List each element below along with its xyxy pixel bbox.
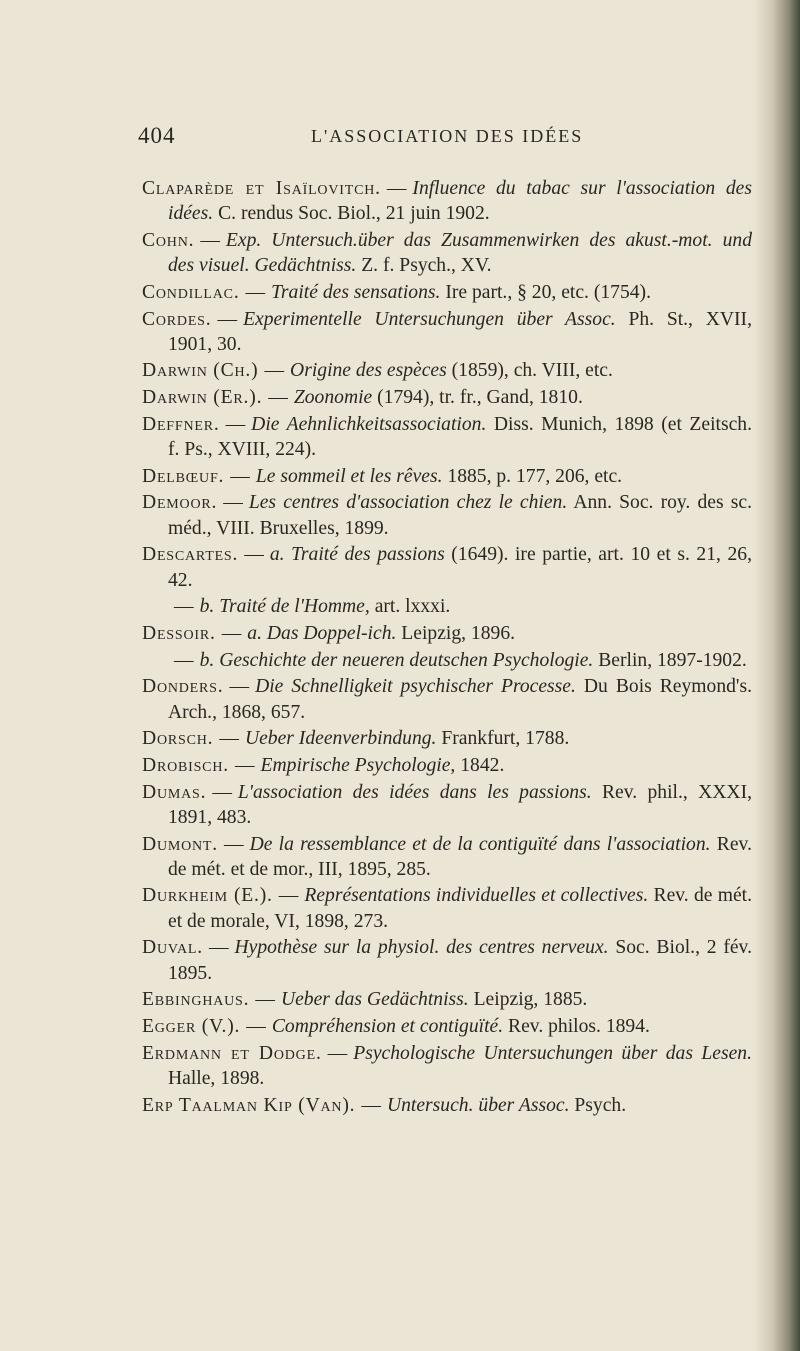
entry-dash: — [217, 308, 238, 330]
entry-title: Représentations individuelles et collectives. [304, 885, 649, 907]
entry-title: Experimentelle Untersuchungen über Assoc. [243, 308, 616, 330]
entry-author: Durkheim (E.). [142, 885, 273, 907]
entry-title: Die Aehnlichkeitsassociation. [251, 413, 487, 435]
entry-dash: — [361, 1094, 381, 1116]
entry-publication: Rev. philos. 1894. [508, 1016, 650, 1037]
entry-title: b. Geschichte der neueren deutschen Psychologie. [199, 649, 594, 671]
bibliography-entry [142, 987, 752, 1012]
bibliography-entry [142, 280, 752, 305]
bibliography-entry [142, 935, 752, 985]
bibliography-entry [142, 358, 752, 383]
entry-publication: Soc. Biol., 2 fév. 1895. [168, 937, 752, 984]
entry-publication: Ann. Soc. roy. des sc. méd., VIII. Bruxelles, 1899. [168, 492, 752, 539]
entry-publication: 1842. [460, 754, 505, 776]
entry-title: a. Traité des passions [269, 544, 445, 566]
bibliography-entry [142, 1041, 752, 1091]
entry-author: Donders. [142, 676, 224, 698]
entry-author: Delbœuf. [142, 465, 225, 487]
entry-dash: — [212, 781, 232, 803]
entry-author: Cordes. [142, 308, 212, 330]
bibliography-entry [142, 228, 752, 278]
entry-dash: — [255, 989, 275, 1011]
entry-author: Demoor. [142, 492, 218, 514]
bibliography-entry [142, 648, 752, 673]
bibliography-entry [142, 176, 752, 226]
entry-publication: Psych. [574, 1094, 627, 1116]
entry-author: Deffner. [142, 413, 220, 435]
entry-title: Origine des espèces [290, 360, 447, 382]
entry-publication: Rev. phil., XXXI, 1891, 483. [168, 781, 752, 828]
entry-author: Descartes. [142, 544, 239, 566]
entry-publication: Z. f. Psych., XV. [361, 255, 492, 277]
entry-author: Claparède et Isaïlovitch. [142, 178, 381, 199]
entry-dash: — [219, 728, 239, 750]
entry-author: Darwin (Er.). [142, 387, 263, 409]
entry-author: Duval. [142, 937, 203, 959]
entry-publication: 1885, p. 177, 206, etc. [447, 465, 623, 487]
entry-title: Hypothèse sur la physiol. des centres nerveux. [234, 937, 609, 959]
entry-title: Le sommeil et les rêves. [255, 465, 443, 487]
bibliography-entry [142, 385, 752, 410]
page-number: 404 [138, 123, 176, 148]
bibliography-entry [142, 726, 752, 751]
entry-dash: — [264, 360, 285, 382]
entry-author: Egger (V.). [142, 1016, 241, 1037]
entry-publication: art. lxxxi. [374, 596, 451, 618]
entry-publication: (1649). ire partie, art. 10 et s. 21, 26, 42. [168, 544, 752, 591]
entry-author: Dessoir. [142, 622, 216, 644]
entry-title: Ueber Ideenverbindung. [244, 728, 437, 750]
entry-dash: — [225, 413, 246, 435]
bibliography-entry [142, 542, 752, 592]
bibliography-entry [142, 412, 752, 462]
entry-dash: — [268, 387, 288, 409]
entry-dash: — [208, 937, 229, 959]
entry-title: b. Traité de l'Homme, [199, 596, 370, 618]
entry-dash: — [221, 622, 242, 644]
entry-title: Zoonomie [293, 387, 373, 409]
entry-title: Die Schnelligkeit psychischer Processe. [255, 676, 576, 698]
entry-author: Erdmann et Dodge. [142, 1042, 322, 1064]
bibliography-entry [142, 464, 752, 489]
entry-title: Influence du tabac sur l'association des idées. [168, 178, 753, 225]
bibliography-entry [142, 883, 752, 933]
entry-publication: Halle, 1898. [168, 1067, 265, 1089]
entry-dash: — [174, 596, 194, 618]
bibliography-entry [142, 621, 752, 646]
entry-dash: — [223, 833, 244, 855]
bibliography-list [142, 176, 752, 1119]
entry-dash: — [278, 885, 299, 907]
entry-title: Exp. Untersuch.über das Zusammenwirken des akust.-mot. und des visuel. Gedächtniss. [168, 229, 752, 277]
entry-publication: Diss. Munich, 1898 (et Zeitsch. f. Ps., XVIII, 224). [168, 413, 752, 461]
entry-author: Darwin (Ch.) [142, 360, 259, 382]
entry-author: Ebbinghaus. [142, 989, 250, 1011]
entry-publication: (1794), tr. fr., Gand, 1810. [377, 387, 583, 409]
entry-dash: — [246, 1016, 266, 1037]
bibliography-entry [142, 1014, 752, 1039]
bibliography-entry [142, 594, 752, 619]
entry-title: Compréhension et contiguïté. [271, 1016, 504, 1037]
bibliography-entry [142, 1093, 752, 1118]
entry-dash: — [327, 1042, 348, 1064]
entry-publication: Rev. de mét. et de morale, VI, 1898, 273. [168, 885, 752, 932]
entry-author: Drobisch. [142, 754, 229, 776]
entry-title: Psychologische Untersuchungen über das Lesen. [353, 1042, 752, 1064]
entry-publication: Berlin, 1897-1902. [598, 649, 747, 671]
entry-publication: Ire part., § 20, etc. (1754). [445, 281, 651, 303]
entry-author: Cohn. [142, 229, 195, 251]
page-header [138, 123, 738, 153]
entry-publication: C. rendus Soc. Biol., 21 juin 1902. [218, 203, 490, 225]
bibliography-entry [142, 490, 752, 540]
entry-author: Dumont. [142, 833, 218, 855]
entry-title: Ueber das Gedächtniss. [280, 989, 469, 1011]
entry-author: Dorsch. [142, 728, 214, 750]
bibliography-entry [142, 753, 752, 778]
entry-dash: — [386, 178, 407, 199]
entry-dash: — [229, 676, 250, 698]
entry-publication: Leipzig, 1896. [401, 622, 516, 644]
entry-publication: Rev. de mét. et de mor., III, 1895, 285. [168, 833, 752, 880]
running-title: L'ASSOCIATION DES IDÉES [311, 126, 584, 146]
bibliography-entry [142, 674, 752, 724]
entry-author: Condillac. [142, 281, 240, 303]
entry-dash: — [245, 281, 266, 303]
entry-title: L'association des idées dans les passions. [237, 781, 592, 803]
entry-dash: — [174, 649, 194, 671]
entry-author: Dumas. [142, 781, 207, 803]
bibliography-entry [142, 832, 752, 882]
entry-title: Untersuch. über Assoc. [386, 1094, 570, 1116]
entry-title: a. Das Doppel-ich. [247, 622, 397, 644]
bibliography-entry [142, 780, 752, 830]
entry-publication: Leipzig, 1885. [473, 989, 588, 1011]
entry-publication: (1859), ch. VIII, etc. [451, 360, 613, 382]
bibliography-entry [142, 307, 752, 357]
entry-title: De la ressemblance et de la contiguïté dans l'association. [249, 833, 711, 855]
entry-dash: — [244, 544, 264, 566]
entry-title: Traité des sensations. [271, 281, 441, 303]
entry-publication: Du Bois Reymond's. Arch., 1868, 657. [168, 676, 752, 723]
entry-author: Erp Taalman Kip (Van). [142, 1094, 356, 1116]
entry-dash: — [234, 754, 255, 776]
entry-dash: — [223, 492, 243, 514]
entry-dash: — [230, 465, 250, 487]
entry-publication: Ph. St., XVII, 1901, 30. [168, 308, 752, 355]
entry-title: Les centres d'association chez le chien. [248, 492, 568, 514]
entry-title: Empirische Psychologie, [260, 754, 456, 776]
page-edge-shadow [754, 0, 800, 1351]
entry-dash: — [200, 229, 220, 251]
entry-publication: Frankfurt, 1788. [441, 728, 570, 750]
